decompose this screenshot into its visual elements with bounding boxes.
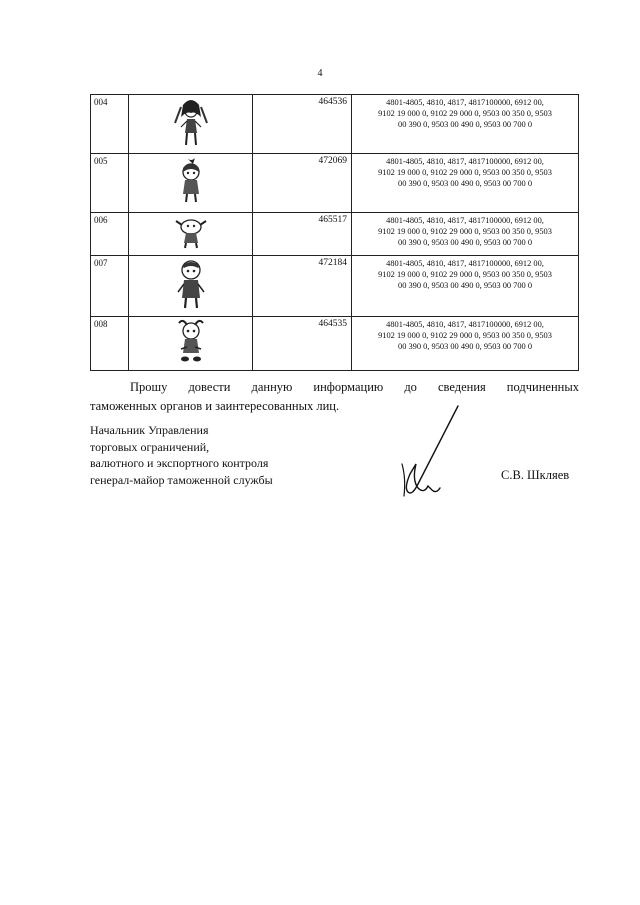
goods-codes-line: 00 390 0, 9503 00 490 0, 9503 00 700 0 [398, 120, 532, 130]
goods-codes-line: 9102 19 000 0, 9102 29 000 0, 9503 00 350 0, 9503 [378, 109, 552, 119]
row-number: 008 [91, 317, 129, 371]
signatory-name: С.В. Шкляев [501, 468, 570, 482]
request-word: подчиненных [506, 380, 579, 394]
trademark-image-cell [129, 95, 253, 154]
request-word: до [404, 380, 417, 394]
goods-codes-cell [352, 256, 579, 317]
goods-codes-line: 9102 19 000 0, 9102 29 000 0, 9503 00 350 0, 9503 [378, 270, 552, 280]
request-line: таможенных органов и заинтересованных лиц. [90, 399, 340, 413]
goods-codes-line: 00 390 0, 9503 00 490 0, 9503 00 700 0 [398, 238, 532, 248]
trademark-table [90, 94, 579, 371]
registration-number: 464536 [253, 95, 352, 154]
request-word: сведения [437, 380, 486, 394]
request-word: Прошу [130, 380, 168, 394]
row-number: 007 [91, 256, 129, 317]
goods-codes-line: 00 390 0, 9503 00 490 0, 9503 00 700 0 [398, 179, 532, 189]
signatory-title-line: валютного и экспортного контроля [90, 456, 269, 470]
handwritten-signature [388, 404, 478, 504]
trademark-image-cell [129, 317, 253, 371]
row-number: 005 [91, 154, 129, 213]
cartoon-character-figure-icon [171, 97, 211, 147]
request-line [90, 378, 579, 397]
registration-number: 472184 [253, 256, 352, 317]
goods-codes-cell [352, 95, 579, 154]
goods-codes-line: 9102 19 000 0, 9102 29 000 0, 9503 00 350 0, 9503 [378, 168, 552, 178]
signatory-title [90, 422, 273, 488]
goods-codes-line: 9102 19 000 0, 9102 29 000 0, 9503 00 350 0, 9503 [378, 227, 552, 237]
signatory-title-line: Начальник Управления [90, 423, 209, 437]
goods-codes-line: 00 390 0, 9503 00 490 0, 9503 00 700 0 [398, 342, 532, 352]
cartoon-character-figure-icon [170, 215, 212, 249]
cartoon-character-figure-icon [173, 319, 209, 365]
row-number: 004 [91, 95, 129, 154]
cartoon-character-figure-icon [174, 258, 208, 310]
signatory-title-line: генерал-майор таможенной службы [90, 472, 273, 487]
signatory-title-line: торговых ограничений, [90, 439, 210, 454]
page-number: 4 [317, 68, 323, 79]
trademark-image-cell [129, 256, 253, 317]
trademark-image-cell [129, 154, 253, 213]
table-row [91, 256, 579, 317]
request-word: данную [251, 380, 293, 394]
request-word: информацию [313, 380, 384, 394]
trademark-image-cell [129, 213, 253, 256]
goods-codes-line: 4801-4805, 4810, 4817, 4817100000, 6912 00, [386, 259, 544, 268]
request-word: довести [188, 380, 231, 394]
table-row [91, 317, 579, 371]
goods-codes-line: 4801-4805, 4810, 4817, 4817100000, 6912 00, [386, 98, 544, 107]
goods-codes-line: 9102 19 000 0, 9102 29 000 0, 9503 00 350 0, 9503 [378, 331, 552, 341]
table-row [91, 213, 579, 256]
goods-codes-line: 00 390 0, 9503 00 490 0, 9503 00 700 0 [398, 281, 532, 291]
registration-number: 472069 [253, 154, 352, 213]
goods-codes-line: 4801-4805, 4810, 4817, 4817100000, 6912 00, [386, 216, 544, 225]
table-row [91, 95, 579, 154]
goods-codes-cell [352, 213, 579, 256]
cartoon-character-figure-icon [173, 156, 209, 204]
request-paragraph [90, 378, 579, 416]
goods-codes-cell [352, 317, 579, 371]
row-number: 006 [91, 213, 129, 256]
goods-codes-line: 4801-4805, 4810, 4817, 4817100000, 6912 00, [386, 320, 544, 329]
registration-number: 465517 [253, 213, 352, 256]
registration-number: 464535 [253, 317, 352, 371]
table-row [91, 154, 579, 213]
goods-codes-line: 4801-4805, 4810, 4817, 4817100000, 6912 00, [386, 157, 544, 166]
goods-codes-cell [352, 154, 579, 213]
